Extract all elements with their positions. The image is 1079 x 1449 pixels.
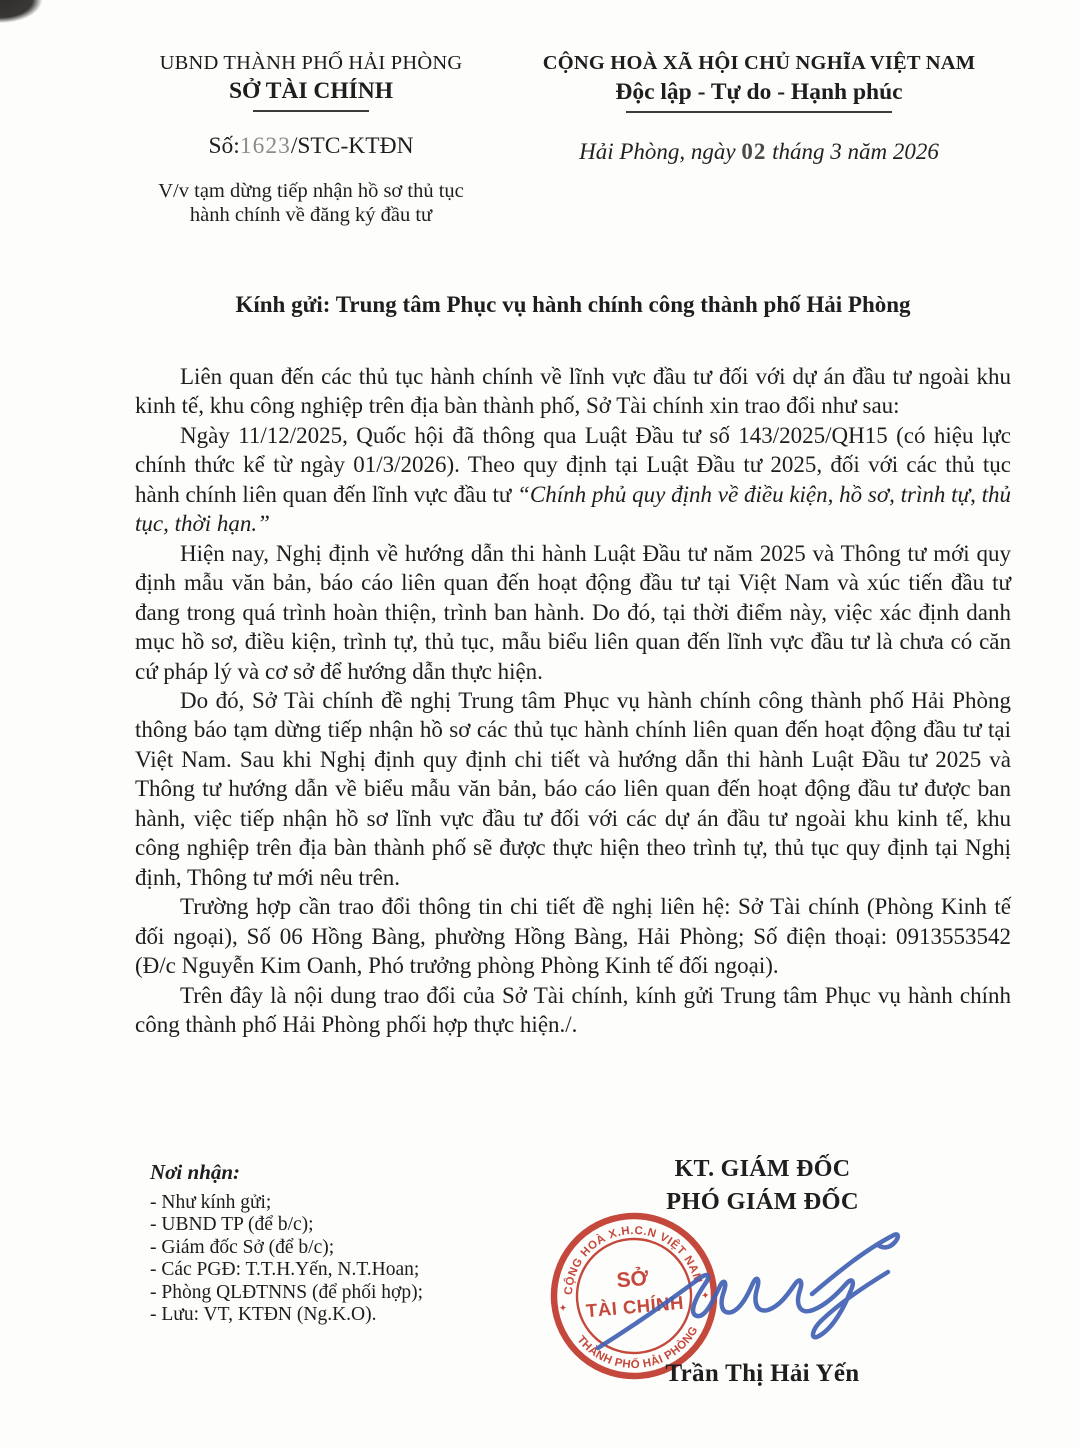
paragraph: Liên quan đến các thủ tục hành chính về lĩnh vực đầu tư đối với dự án đầu tư ngoài khu kinh tế, khu công nghiệp trên địa bàn thành phố, Sở Tài chính xin trao đổi như sau:	[135, 364, 1011, 419]
agency-underline	[253, 110, 369, 112]
national-motto: Độc lập - Tự do - Hạnh phúc	[615, 79, 903, 105]
document-number-value: 1623	[239, 133, 291, 159]
stamp-arc-bottom-text: THÀNH PHỐ HẢI PHÒNG	[574, 1324, 701, 1372]
paragraph: Do đó, Sở Tài chính đề nghị Trung tâm Phục vụ hành chính công thành phố Hải Phòng thông báo tạm dừng tiếp nhận hồ sơ các thủ tục hành chính liên quan đến hoạt động đầu tư tại Việt Nam. Sau khi Nghị định quy định chi tiết và hướng dẫn thi hành Luật Đầu tư 2025 và Thông tư hướng dẫn về biểu mẫu văn bản, báo cáo liên quan đến hoạt động đầu tư được ban hành, việc tiếp nhận hồ sơ lĩnh vực đầu tư đối với các dự án đầu tư ngoài khu kinh tế, khu công nghiệp trên địa bàn thành phố sẽ được thực hiện theo trình tự, thủ tục quy định tại Nghị định, Thông tư mới nêu trên.	[135, 687, 1011, 890]
subject-line-1: V/v tạm dừng tiếp nhận hồ sơ thủ tục	[158, 180, 464, 202]
letter-body	[135, 362, 1011, 1039]
agency-name: SỞ TÀI CHÍNH	[228, 78, 394, 104]
recipients-block	[150, 1160, 510, 1326]
motto-underline	[626, 111, 892, 113]
paragraph: Ngày 11/12/2025, Quốc hội đã thông qua Luật Đầu tư số 143/2025/QH15 (có hiệu lực chính thức kể từ ngày 01/3/2026). Theo quy định tại Luật Đầu tư 2025, đối với các thủ tục hành chính liên quan đến lĩnh vực đầu tư “Chính phủ quy định về điều kiện, hồ sơ, trình tự, thủ tục, thời hạn.”	[135, 422, 1011, 537]
recipient-item: - Giám đốc Sở (để b/c);	[150, 1236, 335, 1258]
document-number-label: Số:	[208, 133, 240, 159]
paragraph: Trường hợp cần trao đổi thông tin chi tiết đề nghị liên hệ: Sở Tài chính (Phòng Kinh tế đối ngoại), Số 06 Hồng Bàng, phường Hồng Bàng, Hải Phòng; Số điện thoại: 0913553542 (Đ/c Nguyễn Kim Oanh, Phó trưởng phòng Phòng Kinh tế đối ngoại).	[135, 894, 1011, 979]
paragraph: Hiện nay, Nghị định về hướng dẫn thi hành Luật Đầu tư năm 2025 và Thông tư mới quy định mẫu văn bản, báo cáo liên quan đến hoạt động đầu tư tại Việt Nam và xúc tiến đầu tư đang trong quá trình hoàn thiện, trình ban hành. Do đó, tại thời điểm này, việc xác định danh mục hồ sơ, điều kiện, trình tự, thủ tục, mẫu biểu liên quan đến lĩnh vực đầu tư là chưa có căn cứ pháp lý và cơ sở để hướng dẫn thực hiện.	[135, 540, 1011, 684]
scan-corner-artifact	[0, 0, 44, 24]
recipients-label: Nơi nhận:	[150, 1160, 241, 1184]
paragraph: Trên đây là nội dung trao đổi của Sở Tài chính, kính gửi Trung tâm Phục vụ hành chính công thành phố Hải Phòng phối hợp thực hiện./.	[135, 982, 1011, 1037]
document-number-line	[112, 133, 510, 160]
issuing-agency-block	[112, 52, 510, 227]
handwritten-signature	[550, 1220, 910, 1355]
recipient-item: - Phòng QLĐTNNS (để phối hợp);	[150, 1281, 423, 1303]
dateline-prefix: Hải Phòng, ngày	[579, 139, 742, 164]
national-header-block	[505, 52, 1013, 165]
recipients-list	[150, 1192, 510, 1326]
recipient-item: - Các PGĐ: T.T.H.Yến, N.T.Hoan;	[150, 1259, 420, 1281]
dateline-day: 02	[741, 139, 767, 164]
stamp-arc-top-text: CỘNG HOÀ X.H.C.N VIỆT NAM	[562, 1224, 704, 1296]
stamp-center-line1: SỞ	[615, 1266, 650, 1293]
recipient-item: - Lưu: VT, KTĐN (Ng.K.O).	[150, 1304, 377, 1326]
document-subject	[112, 179, 510, 227]
recipient-item: - UBND TP (để b/c);	[150, 1214, 314, 1236]
stamp-center-line2: TÀI CHÍNH	[585, 1291, 685, 1322]
signature-stroke	[598, 1272, 888, 1348]
signer-position: PHÓ GIÁM ĐỐC	[666, 1188, 859, 1215]
salutation-line: Kính gửi: Trung tâm Phục vụ hành chính công thành phố Hải Phòng	[235, 292, 911, 317]
signer-authority: KT. GIÁM ĐỐC	[674, 1156, 851, 1182]
national-name: CỘNG HOÀ XÃ HỘI CHỦ NGHĨA VIỆT NAM	[542, 52, 976, 74]
star-icon: ✦	[700, 1290, 711, 1303]
signature-title-block	[595, 1156, 930, 1216]
recipient-item: - Như kính gửi;	[150, 1192, 272, 1213]
parent-agency-name: UBND THÀNH PHỐ HẢI PHÒNG	[159, 52, 463, 74]
subject-line-2: hành chính về đăng ký đầu tư	[189, 204, 433, 226]
signer-name: Trần Thị Hải Yến	[665, 1360, 860, 1387]
document-number-suffix: /STC-KTĐN	[290, 133, 414, 159]
star-icon: ✦	[558, 1302, 568, 1315]
dateline-suffix: tháng 3 năm 2026	[766, 139, 939, 164]
place-date-line	[505, 139, 1013, 165]
